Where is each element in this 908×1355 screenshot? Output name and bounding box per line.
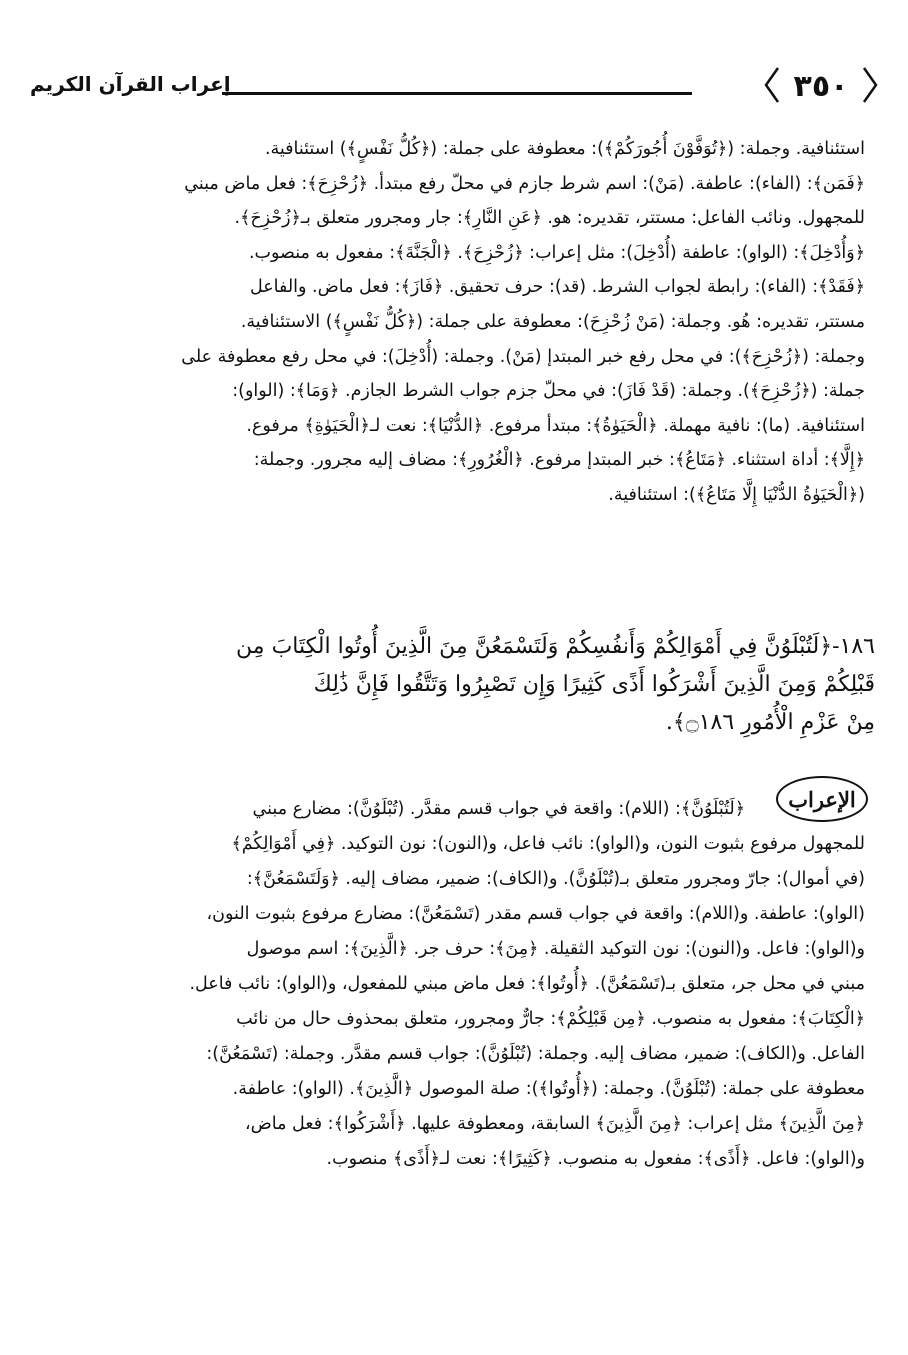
text-line: ﴿إِلَّا﴾: أداة استثناء. ﴿مَتَاعُ﴾: خبر المبتدإ مرفوع. ﴿الْغُرُورِ﴾: مضاف إليه مجرور. وجملة: xyxy=(253,450,865,471)
text-line: للمجهول مرفوع بثبوت النون، و(الواو): نائب فاعل، و(النون): نون التوكيد. ﴿فِي أَمْوَالِكُمْ﴾ xyxy=(231,834,865,854)
verse-line: ١٨٦-﴿لَتُبْلَوُنَّ فِي أَمْوَالِكُمْ وَأَنفُسِكُمْ وَلَتَسْمَعُنَّ مِنَ الَّذِينَ أُوتُوا الْكِتَابَ مِن xyxy=(236,634,875,659)
irab-paragraph-verse-186 xyxy=(40,792,865,1177)
irab-paragraph-previous-verse xyxy=(40,132,865,513)
verse-line: مِنْ عَزْمِ الْأُمُورِ ۝١٨٦﴾. xyxy=(665,710,875,735)
page-number xyxy=(762,62,880,110)
text-line: ﴿وَأُدْخِلَ﴾: (الواو): عاطفة (أُدْخِلَ): مثل إعراب: ﴿زُحْزِحَ﴾. ﴿الْجَنَّةَ﴾: مفعول به منصوب. xyxy=(248,242,865,263)
left-bracket-ornament-icon xyxy=(762,66,780,104)
text-line: وجملة: (﴿زُحْزِحَ﴾): في محل رفع خبر المبتدإ (مَنْ). وجملة: (أُدْخِلَ): في محل رفع معطوفة على xyxy=(181,346,865,367)
text-line: مستتر، تقديره: هُو. وجملة: (مَنْ زُحْزِحَ): معطوفة على جملة: (﴿كُلُّ نَفْسٍ﴾) الاستئنافية. xyxy=(240,311,865,332)
text-line: استئنافية. (ما): نافية مهملة. ﴿الْحَيَوٰةُ﴾: مبتدأ مرفوع. ﴿الدُّنْيَا﴾: نعت لـ﴿الْحَيَوٰةِ﴾ مرفوع. xyxy=(246,415,865,436)
text-line: (﴿الْحَيَوٰةُ الدُّنْيَا إِلَّا مَتَاعُ﴾): استئنافية. xyxy=(608,484,865,505)
book-title: إعراب القرآن الكريم xyxy=(30,72,231,96)
text-line: الفاعل. و(الكاف): ضمير، مضاف إليه. وجملة: (تُبْلَوُنَّ): جواب قسم مقدَّر. وجملة: (تَسْمَعُنَّ): xyxy=(206,1044,865,1064)
text-line: ﴿الْكِتَابَ﴾: مفعول به منصوب. ﴿مِن قَبْلِكُمْ﴾: جارٌّ ومجرور، متعلق بمحذوف حال من نائب xyxy=(236,1009,865,1029)
text-line: استئنافية. وجملة: (﴿تُوَفَّوْنَ أُجُورَكُمْ﴾): معطوفة على جملة: (﴿كُلُّ نَفْسٍ﴾) استئنافية. xyxy=(264,139,865,159)
page-header xyxy=(22,62,880,116)
irab-section-label: الإعراب xyxy=(776,776,868,822)
text-line: ﴿فَقَدْ﴾: (الفاء): رابطة لجواب الشرط. (قد): حرف تحقيق. ﴿فَازَ﴾: فعل ماض. والفاعل xyxy=(249,277,865,298)
text-line: ﴿مِنَ الَّذِينَ﴾ مثل إعراب: ﴿مِنَ الَّذِينَ﴾ السابقة، ومعطوفة عليها. ﴿أَشْرَكُوا﴾: فعل ماض، xyxy=(244,1114,865,1134)
text-line: للمجهول. ونائب الفاعل: مستتر، تقديره: هو. ﴿عَنِ النَّارِ﴾: جار ومجرور متعلق بـ﴿زُحْزِحَ﴾. xyxy=(234,208,865,229)
text-line: (في أموال): جارّ ومجرور متعلق بـ(تُبْلَوُنَّ). و(الكاف): ضمير، مضاف إليه. ﴿وَلَتَسْمَعُنَّ﴾: xyxy=(246,869,865,889)
text-line: و(الواو): فاعل. ﴿أَذًى﴾: مفعول به منصوب. ﴿كَثِيرًا﴾: نعت لـ﴿أَذًى﴾ منصوب. xyxy=(326,1149,865,1169)
text-line: ﴿فَمَن﴾: (الفاء): عاطفة. (مَنْ): اسم شرط جازم في محلّ رفع مبتدأ. ﴿زُحْزِحَ﴾: فعل ماض مبني xyxy=(184,173,865,194)
text-line: معطوفة على جملة: (تُبْلَوُنَّ). وجملة: (﴿أُوتُوا﴾): صلة الموصول ﴿الَّذِينَ﴾. (الواو): عاطفة. xyxy=(232,1079,865,1099)
text-line: و(الواو): فاعل. و(النون): نون التوكيد الثقيلة. ﴿مِنَ﴾: حرف جر. ﴿الَّذِينَ﴾: اسم موصول xyxy=(246,939,865,959)
header-rule xyxy=(222,92,692,95)
verse-line: قَبْلِكُمْ وَمِنَ الَّذِينَ أَشْرَكُوا أَذًى كَثِيرًا وَإِن تَصْبِرُوا وَتَتَّقُوا فَإِنَّ ذَٰلِكَ xyxy=(313,672,875,697)
text-line: (الواو): عاطفة. و(اللام): واقعة في جواب قسم مقدر (تَسْمَعُنَّ): مضارع مرفوع بثبوت النون، xyxy=(206,904,865,924)
right-bracket-ornament-icon xyxy=(862,66,880,104)
quran-verse-186 xyxy=(40,628,875,742)
text-line: جملة: (﴿زُحْزِحَ﴾). وجملة: (قَدْ فَازَ): في محلّ جزم جواب الشرط الجازم. ﴿وَمَا﴾: (الواو): xyxy=(232,381,865,402)
text-line: ﴿لَتُبْلَوُنَّ﴾: (اللام): واقعة في جواب قسم مقدَّر. (تُبْلَوُنَّ): مضارع مبني xyxy=(252,799,745,819)
text-line: مبني في محل جر، متعلق بـ(تَسْمَعُنَّ). ﴿أُوتُوا﴾: فعل ماض مبني للمفعول، و(الواو): نائب فاعل. xyxy=(189,974,865,994)
page-number-text: ٣٥٠ xyxy=(793,68,849,104)
